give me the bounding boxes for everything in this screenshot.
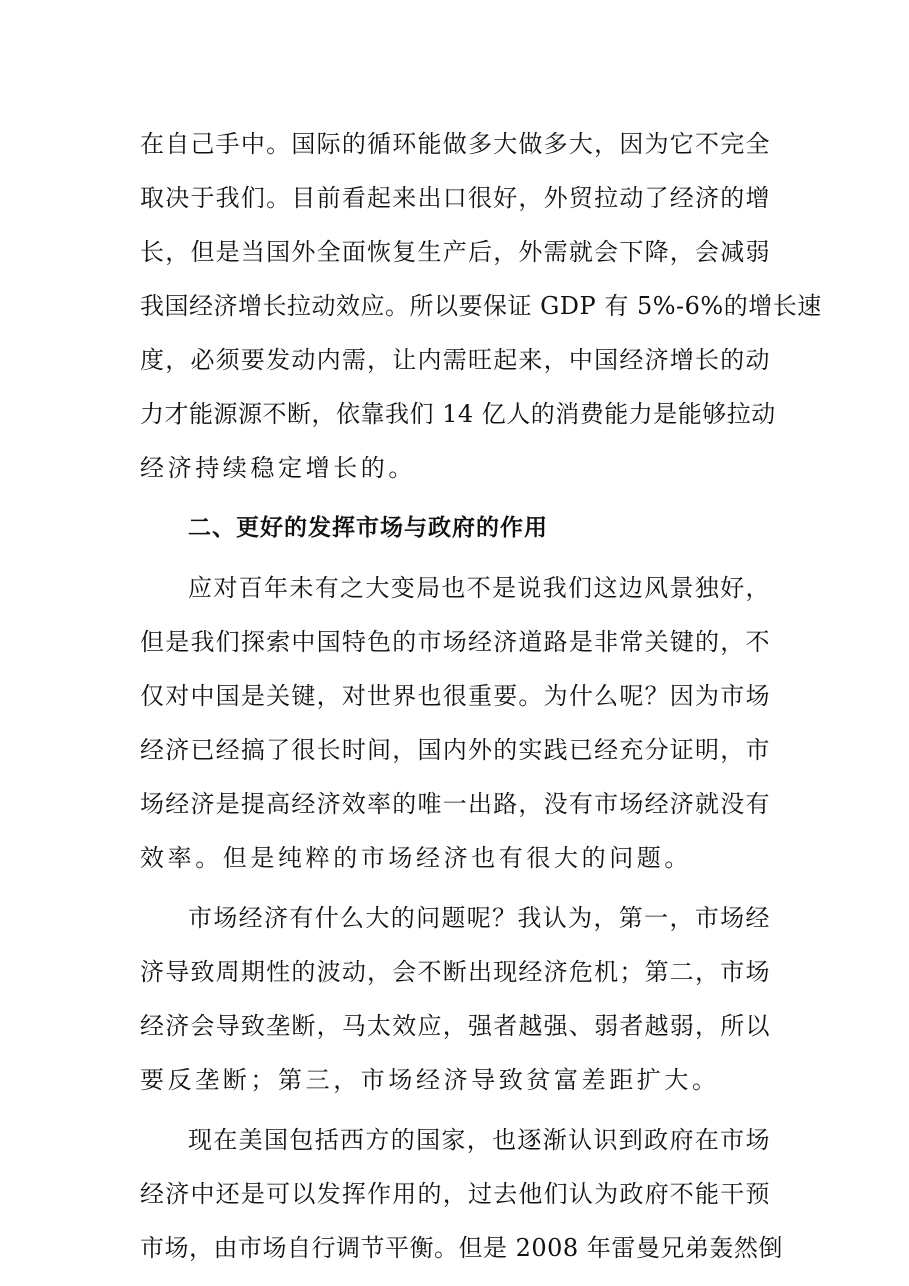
paragraph-2-line-1: 应对百年未有之大变局也不是说我们这边风景独好， [188, 574, 770, 602]
paragraph-4-line-3: 市场，由市场自行调节平衡。但是 2008 年雷曼兄弟轰然倒 [140, 1234, 783, 1262]
paragraph-1-line-7: 经济持续稳定增长的。 [140, 454, 416, 482]
paragraph-2-line-2: 但是我们探索中国特色的市场经济道路是非常关键的，不 [140, 628, 770, 656]
section-heading: 二、更好的发挥市场与政府的作用 [188, 515, 548, 541]
paragraph-3-line-4: 要反垄断；第三，市场经济导致贫富差距扩大。 [140, 1066, 720, 1094]
paragraph-1-line-1: 在自己手中。国际的循环能做多大做多大，因为它不完全 [140, 130, 770, 158]
paragraph-3-line-2: 济导致周期性的波动，会不断出现经济危机；第二，市场 [140, 958, 770, 986]
paragraph-1-line-5: 度，必须要发动内需，让内需旺起来，中国经济增长的动 [140, 346, 770, 374]
paragraph-1-line-4: 我国经济增长拉动效应。所以要保证 GDP 有 5%-6%的增长速 [140, 292, 822, 320]
paragraph-4-line-1: 现在美国包括西方的国家，也逐渐认识到政府在市场 [188, 1126, 770, 1154]
paragraph-4-line-2: 经济中还是可以发挥作用的，过去他们认为政府不能干预 [140, 1180, 770, 1208]
paragraph-1-line-3: 长，但是当国外全面恢复生产后，外需就会下降，会减弱 [140, 238, 770, 266]
paragraph-3-line-3: 经济会导致垄断，马太效应，强者越强、弱者越弱，所以 [140, 1012, 770, 1040]
paragraph-1-line-2: 取决于我们。目前看起来出口很好，外贸拉动了经济的增 [140, 184, 770, 212]
paragraph-1-line-6: 力才能源源不断，依靠我们 14 亿人的消费能力是能够拉动 [140, 400, 776, 428]
paragraph-2-line-5: 场经济是提高经济效率的唯一出路，没有市场经济就没有 [140, 790, 770, 818]
paragraph-2-line-6: 效率。但是纯粹的市场经济也有很大的问题。 [140, 844, 692, 872]
paragraph-3-line-1: 市场经济有什么大的问题呢？我认为，第一，市场经 [188, 904, 770, 932]
paragraph-2-line-4: 经济已经搞了很长时间，国内外的实践已经充分证明，市 [140, 736, 770, 764]
paragraph-2-line-3: 仅对中国是关键，对世界也很重要。为什么呢？因为市场 [140, 682, 770, 710]
